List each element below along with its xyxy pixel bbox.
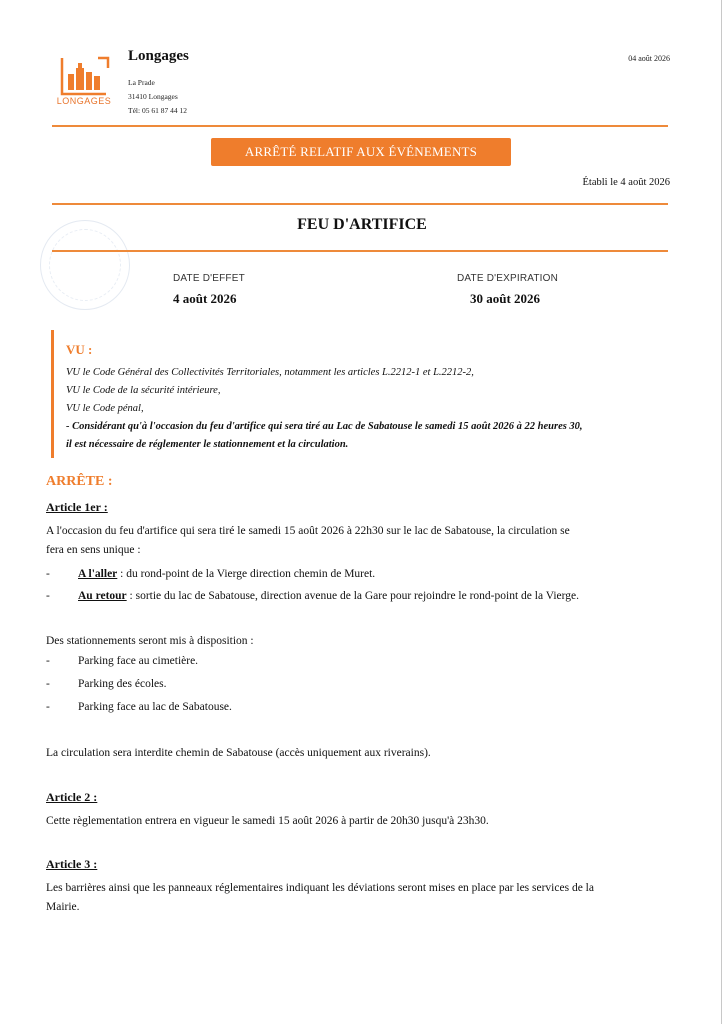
- parking-intro: Des stationnements seront mis à disposition :: [46, 635, 254, 647]
- effect-date-value: 4 août 2026: [173, 291, 237, 306]
- route-label: A l'aller: [78, 568, 118, 580]
- closure-text: La circulation sera interdite chemin de Sabatouse (accès uniquement aux riverains).: [46, 747, 431, 759]
- article-3-line: Les barrières ainsi que les panneaux réglementaires indiquant les déviations seront mises en place par les services de la: [46, 882, 594, 894]
- route-text: : sortie du lac de Sabatouse, direction avenue de la Gare pour rejoindre le rond-point de la Vierge.: [126, 590, 579, 602]
- article-2-text: Cette règlementation entrera en vigueur le samedi 15 août 2026 à partir de 20h30 jusqu'à 23h30.: [46, 815, 489, 827]
- route-label: Au retour: [78, 590, 127, 602]
- address-line-2: 31410 Longages: [128, 92, 178, 101]
- considering-line: il est nécessaire de réglementer le stationnement et la circulation.: [66, 439, 349, 450]
- address-line-1: La Prade: [128, 78, 155, 87]
- organization-name: Longages: [128, 48, 189, 64]
- considering-line: - Considérant qu'à l'occasion du feu d'artifice qui sera tiré au Lac de Sabatouse le samedi 15 août 2026 à 22 heures 30,: [66, 421, 583, 432]
- article-1-intro-line: fera en sens unique :: [46, 544, 141, 556]
- vu-line: VU le Code pénal,: [66, 403, 144, 414]
- vu-line: VU le Code Général des Collectivités Territoriales, notamment les articles L.2212-1 et L.2212-2,: [66, 367, 474, 378]
- route-text: : du rond-point de la Vierge direction chemin de Muret.: [117, 568, 376, 580]
- bullet-dash: -: [46, 678, 50, 690]
- article-2-heading: Article 2 :: [46, 790, 98, 804]
- article-1-heading: Article 1er :: [46, 500, 108, 514]
- bullet-dash: -: [46, 590, 50, 602]
- document-date: 04 août 2026: [628, 54, 670, 63]
- parking-text: Parking face au lac de Sabatouse.: [78, 701, 232, 713]
- title-divider-bottom: [52, 250, 668, 252]
- logo-text: LONGAGES: [56, 96, 112, 106]
- parking-text: Parking face au cimetière.: [78, 655, 199, 667]
- arrete-heading: ARRÊTE :: [46, 474, 113, 489]
- vu-list: [66, 364, 666, 454]
- phone-number: Tél: 05 61 87 44 12: [128, 106, 187, 115]
- article-3-text: [46, 879, 676, 917]
- parking-text: Parking des écoles.: [78, 678, 167, 690]
- vu-title: VU :: [66, 342, 93, 357]
- title-divider-top: [52, 203, 668, 205]
- article-3-line: Mairie.: [46, 901, 80, 913]
- header-divider: [52, 125, 668, 127]
- expiry-date-value: 30 août 2026: [470, 291, 541, 306]
- bullet-dash: -: [46, 701, 50, 713]
- vu-section-bar: [51, 330, 54, 458]
- article-1-intro-line: A l'occasion du feu d'artifice qui sera tiré le samedi 15 août 2026 à 22h30 sur le lac de Sabatouse, la circulation se: [46, 525, 570, 537]
- article-1-intro: [46, 522, 676, 560]
- page-title: FEU D'ARTIFICE: [297, 216, 427, 233]
- document-type-banner: ARRÊTÉ RELATIF AUX ÉVÉNEMENTS: [211, 138, 511, 166]
- established-date: Établi le 4 août 2026: [582, 177, 670, 188]
- bullet-dash: -: [46, 655, 50, 667]
- scan-edge: [721, 0, 722, 1024]
- bullet-dash: -: [46, 568, 50, 580]
- article-3-heading: Article 3 :: [46, 857, 98, 871]
- expiry-date-label: DATE D'EXPIRATION: [457, 273, 559, 284]
- effect-date-label: DATE D'EFFET: [173, 273, 245, 284]
- vu-line: VU le Code de la sécurité intérieure,: [66, 385, 221, 396]
